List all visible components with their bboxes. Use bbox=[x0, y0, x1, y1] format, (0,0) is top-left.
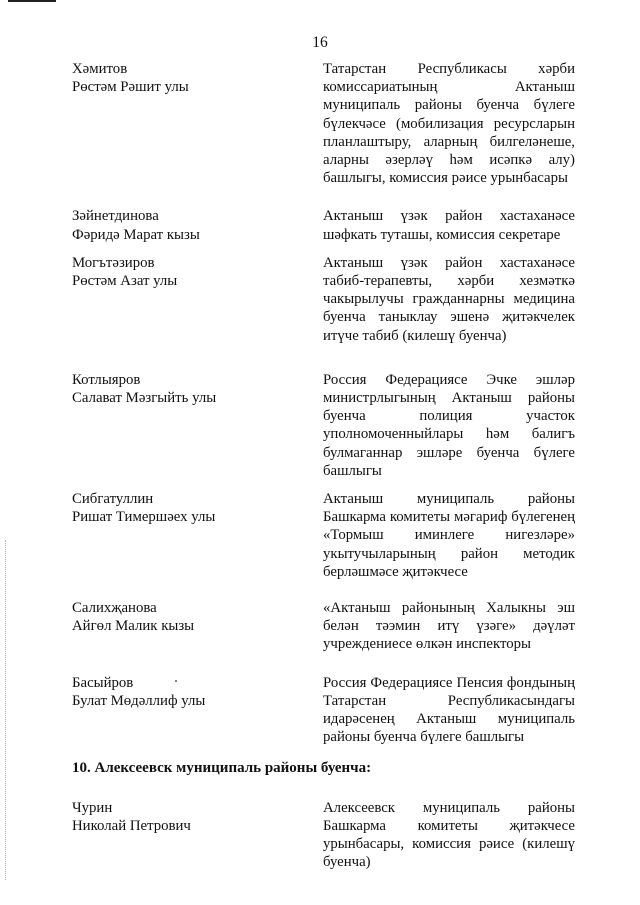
member-name bbox=[72, 674, 307, 747]
member-given-name: Рөстәм Рәшит улы bbox=[72, 79, 189, 96]
member-name bbox=[72, 799, 307, 872]
member-surname: Басыйров bbox=[72, 674, 134, 691]
member-name bbox=[72, 254, 307, 345]
member-surname: Сибгатуллин bbox=[72, 491, 154, 508]
member-given-name: Николай Петрович bbox=[72, 817, 191, 834]
member-position: Алексеевск муниципаль районы Башкарма комитеты җитәкчесе урынбасары, комиссия рәисе (килешү буенча) bbox=[323, 799, 575, 871]
member-surname: Могътәзиров bbox=[72, 254, 155, 271]
member-position: Татарстан Республикасы хәрби комиссариатының Актаныш муниципаль районы буенча бүлеге бүлекчәсе (мобилизация ресурсларын планлаштыру, аларның билгеләнеше, аларны әзерләү һәм исәпкә алу) башлыгы, комиссия рәисе урынбасары bbox=[323, 61, 575, 187]
member-entry bbox=[72, 254, 575, 345]
document-body bbox=[72, 60, 575, 871]
member-position: Актаныш үзәк район хастаханәсе табиб-терапевты, хәрби хезмәткә чакырылучы гражданнарны медицина буенча таныклау эшенә җитәкчелек итүче табиб (килешү буенча) bbox=[323, 254, 575, 344]
member-entry bbox=[72, 207, 575, 243]
member-position: Актаныш муниципаль районы Башкарма комитеты мәгариф бүлегенең «Тормыш иминлеге нигезләре» укытучыларының район методик берләшмәсе җитәкчесе bbox=[323, 491, 575, 580]
member-position: «Актаныш районының Халыкны эш белән тәэмин итү үзәге» дәүләт учреждениесе өлкән инспекторы bbox=[323, 600, 575, 653]
member-position: Россия Федерациясе Эчке эшләр министрлыгының Актаныш районы буенча полиция участок уполномоченныйлары һәм балигъ булмаганнар эшләре буенча бүлеге башлыгы bbox=[323, 371, 575, 479]
member-position: Россия Федерациясе Пенсия фондының Татарстан Республикасындагы идарәсенең Актаныш муниципаль районы буенча бүлеге башлыгы bbox=[323, 674, 575, 746]
section-heading: 10. Алексеевск муниципаль районы буенча: bbox=[72, 759, 372, 776]
member-entry bbox=[72, 490, 575, 581]
page-number: 16 bbox=[312, 34, 328, 51]
member-entry bbox=[72, 60, 575, 187]
member-given-name: Рөстәм Азат улы bbox=[72, 273, 178, 290]
member-entry bbox=[72, 799, 575, 872]
member-given-name: Салават Мәзгыйть улы bbox=[72, 390, 217, 407]
member-given-name: Булат Мөдәллиф улы bbox=[72, 692, 206, 709]
member-surname: Зәйнетдинова bbox=[72, 208, 159, 225]
member-surname: Чурин bbox=[72, 799, 113, 816]
member-surname: Котлыяров bbox=[72, 371, 141, 388]
member-entry bbox=[72, 371, 575, 480]
member-name bbox=[72, 599, 307, 654]
member-entry bbox=[72, 599, 575, 654]
member-name bbox=[72, 371, 307, 480]
member-surname: Салихҗанова bbox=[72, 600, 157, 617]
member-given-name: Айгөл Малик кызы bbox=[72, 618, 195, 635]
member-surname: Хәмитов bbox=[72, 61, 128, 77]
scan-edge-dots bbox=[5, 540, 7, 880]
member-position: Актаныш үзәк район хастаханәсе шәфкать туташы, комиссия секретаре bbox=[323, 208, 575, 243]
member-given-name: Ришат Тимершәех улы bbox=[72, 509, 216, 526]
member-name bbox=[72, 60, 307, 187]
member-name bbox=[72, 490, 307, 581]
member-given-name: Фәридә Марат кызы bbox=[72, 226, 200, 243]
member-name bbox=[72, 207, 307, 243]
member-entry bbox=[72, 674, 575, 747]
top-rule bbox=[8, 0, 56, 2]
